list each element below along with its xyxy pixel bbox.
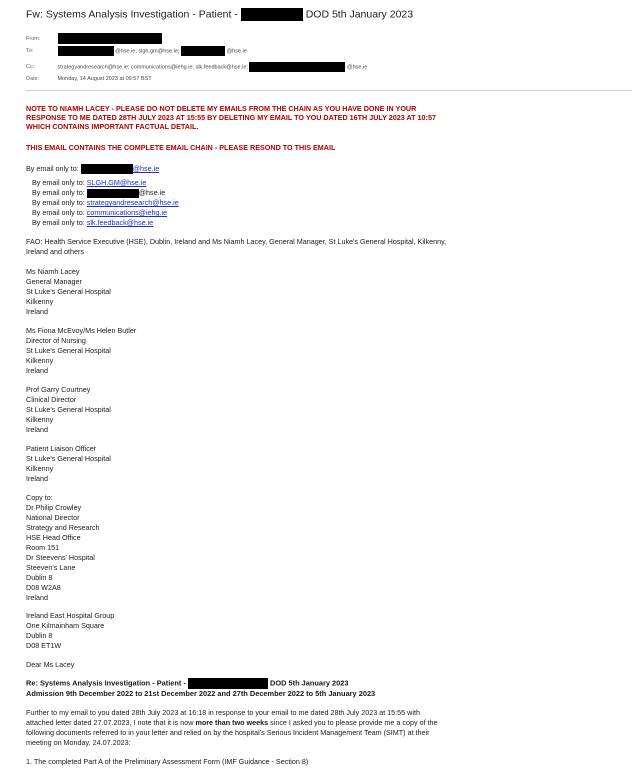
recipient-link-3[interactable]: strategyandresearch@hse.ie [86, 198, 179, 207]
address-line: St Luke's General Hospital [26, 405, 111, 414]
body-emphasis: more than two weeks [195, 718, 269, 727]
redaction [241, 8, 303, 21]
to-recipients-1: @hse.ie; slgh.gm@hse.ie; [115, 48, 180, 55]
to-label: To: [26, 48, 34, 55]
redaction [249, 62, 345, 72]
recipient-text-2: @hse.ie [138, 188, 166, 197]
cc-recipients-2: @hse.ie [347, 64, 368, 71]
group-line: One Kilmainham Square [26, 621, 105, 630]
address-line: Ireland [26, 474, 48, 483]
cc-label: Cc: [26, 64, 35, 71]
copy-line: Ireland [26, 593, 48, 602]
main-recipient [26, 164, 159, 174]
address-line: Kilkenny [26, 415, 54, 424]
recipient-5 [32, 218, 153, 228]
re-prefix: Re: Systems Analysis Investigation - Patient - [26, 678, 186, 688]
recipient-link-4[interactable]: communications@iehg.ie [86, 208, 168, 217]
list-item-1: 1. The completed Part A of the Preliminary Assessment Form (IMF Guidance - Section 8) [26, 757, 309, 766]
body-line-3: following documents referred to in your letter and relied on by the hospital's Serious Incident Management Team (SIMT) at their [26, 728, 430, 737]
redaction [87, 189, 139, 198]
redaction [188, 678, 268, 689]
recipient-link-5[interactable]: slk.feedback@hse.ie [86, 218, 154, 227]
fao-line-1: FAO: Health Service Executive (HSE), Dublin, Ireland and Ms Niamh Lacey, General Manager, St Luke's General Hospital, Kilkenny, [26, 237, 447, 246]
copy-line: Steeven's Lane [26, 563, 76, 572]
recipient-label: By email only to: [32, 188, 85, 197]
to-recipients-2: @hse.ie [226, 48, 247, 55]
main-recipient-label: By email only to: [26, 164, 79, 173]
re-line-1 [26, 678, 349, 689]
redaction [181, 46, 225, 56]
body-line-1: Further to my email to you dated 28th July 2023 at 16:18 in response to your email to me dated 28th July 2023 at 15:55 with [26, 708, 420, 717]
re-suffix: DOD 5th January 2023 [270, 678, 349, 688]
address-line: St Luke's General Hospital [26, 346, 111, 355]
salutation: Dear Ms Lacey [26, 660, 75, 669]
address-line: Ireland [26, 366, 48, 375]
address-line: Ireland [26, 307, 48, 316]
copy-line: National Director [26, 513, 80, 522]
recipient-label: By email only to: [32, 198, 85, 207]
body-text: attached letter dated 27.07.2023, I note that it is now [26, 718, 194, 727]
body-line-2 [26, 718, 438, 728]
address-line: Director of Nursing [26, 336, 86, 345]
group-line: D08 ET1W [26, 641, 62, 650]
cc-row [26, 62, 367, 72]
address-line: Prof Garry Courtney [26, 385, 91, 394]
recipient-label: By email only to: [32, 178, 85, 187]
body-text: since I asked you to please provide me a copy of the [270, 718, 438, 727]
address-line: Kilkenny [26, 356, 54, 365]
to-row [26, 46, 247, 56]
recipient-4 [32, 208, 167, 218]
redaction [81, 164, 133, 174]
address-line: Clinical Director [26, 395, 77, 404]
cc-recipients-1: strategyandresearch@hse.ie; communications@iehg.ie; slk.feedback@hse.ie; [57, 64, 248, 71]
address-line: Kilkenny [26, 297, 54, 306]
group-line: Ireland East Hospital Group [26, 611, 115, 620]
date-label: Date: [26, 76, 40, 82]
copy-line: Copy to: [26, 493, 53, 502]
address-line: Ms Fiona McEvoy/Ms Helen Butler [26, 326, 137, 335]
copy-line: Dublin 8 [26, 573, 53, 582]
copy-line: Dr Philip Crowley [26, 503, 82, 512]
recipient-link-1[interactable]: SLGH.GM@hse.ie [86, 178, 147, 187]
notice-line-2: RESPONSE TO ME DATED 28TH JULY 2023 AT 15:55 BY DELETING MY EMAIL TO YOU DATED 16TH JULY 2023 AT 10:57 [26, 113, 436, 122]
copy-line: D08 W2A8 [26, 583, 61, 592]
email-subject [26, 8, 413, 21]
notice-line-1: NOTE TO NIAMH LACEY - PLEASE DO NOT DELETE MY EMAILS FROM THE CHAIN AS YOU HAVE DONE IN YOUR [26, 104, 417, 113]
date-value: Monday, 14 August 2023 at 09:57 BST [57, 76, 152, 82]
main-recipient-link[interactable]: @hse.ie [132, 164, 160, 173]
notice-line-3: WHICH CONTAINS IMPORTANT FACTUAL DETAIL. [26, 122, 199, 131]
address-line: Patient Liaison Officer [26, 444, 97, 453]
header-divider [26, 90, 632, 91]
date-row [26, 76, 152, 82]
address-line: St Luke's General Hospital [26, 454, 111, 463]
copy-line: HSE Head Office [26, 533, 81, 542]
address-line: Kilkenny [26, 464, 54, 473]
address-line: Ms Niamh Lacey [26, 267, 80, 276]
address-line: Ireland [26, 425, 48, 434]
from-label: From: [26, 35, 41, 42]
subject-prefix: Fw: Systems Analysis Investigation - Patient - [26, 8, 238, 21]
recipient-3 [32, 198, 179, 208]
re-line-2: Admission 9th December 2022 to 21st December 2022 and 27th December 2022 to 5th January 2023 [26, 689, 376, 698]
subject-suffix: DOD 5th January 2023 [305, 8, 414, 21]
redaction [58, 46, 114, 56]
recipient-2 [32, 188, 165, 198]
from-row [26, 33, 162, 44]
copy-line: Strategy and Research [26, 523, 100, 532]
fao-line-2: Ireland and others [26, 247, 84, 256]
address-line: St Luke's General Hospital [26, 287, 111, 296]
copy-line: Room 151 [26, 543, 60, 552]
recipient-label: By email only to: [32, 208, 85, 217]
group-line: Dublin 8 [26, 631, 53, 640]
recipient-label: By email only to: [32, 218, 85, 227]
body-line-4: meeting on Monday, 24.07.2023: [26, 738, 131, 747]
notice-line-4: THIS EMAIL CONTAINS THE COMPLETE EMAIL CHAIN - PLEASE RESOND TO THIS EMAIL [26, 143, 336, 152]
recipient-1 [32, 178, 146, 188]
redaction [58, 33, 162, 44]
copy-line: Dr Steevens' Hospital [26, 553, 95, 562]
address-line: General Manager [26, 277, 82, 286]
